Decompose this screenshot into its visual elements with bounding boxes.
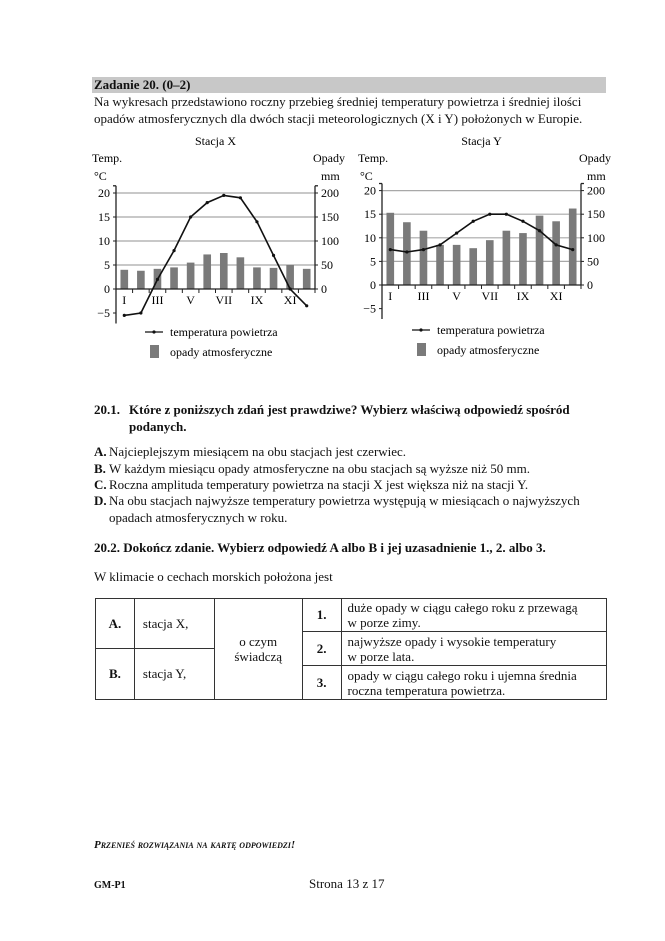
precip-bar — [469, 248, 477, 285]
reason-2-number[interactable]: 2. — [302, 632, 341, 666]
precip-bar — [170, 267, 178, 289]
legend-temp-label: temperatura powietrza — [170, 325, 278, 339]
month-label: IX — [250, 293, 264, 307]
precip-bar — [503, 231, 511, 285]
q1-option-a[interactable]: A. Najcieplejszym miesiącem na obu stacjach jest czerwiec. — [94, 444, 407, 459]
precip-bar — [552, 221, 560, 285]
month-label: VII — [481, 289, 499, 303]
temp-tick-label: −5 — [97, 306, 110, 320]
q1-number: 20.1. — [94, 402, 120, 417]
choice-a-letter[interactable]: A. — [96, 599, 135, 649]
reason-1-number[interactable]: 1. — [302, 599, 341, 632]
temp-tick-label: 5 — [370, 254, 376, 269]
q2-stem: W klimacie o cechach morskich położona jest — [94, 569, 333, 584]
transfer-answers-note: Przenieś rozwiązania na kartę odpowiedzi! — [94, 839, 296, 851]
temperature-line — [390, 214, 572, 252]
temp-unit: °C — [360, 169, 373, 183]
precip-bar — [403, 222, 411, 285]
precip-unit: mm — [587, 169, 606, 183]
q1-title: 20.1. Które z poniższych zdań jest prawdziwe? Wybierz właściwą odpowiedź spośród podanych. — [94, 402, 570, 434]
precip-tick-label: 150 — [587, 207, 605, 222]
legend-temp-label: temperatura powietrza — [437, 323, 545, 337]
legend-precip-label: opady atmosferyczne — [170, 345, 273, 359]
task-header: Zadanie 20. (0–2) — [92, 77, 606, 93]
precip-bar — [453, 245, 461, 285]
month-label: XI — [283, 293, 297, 307]
choice-a-text[interactable]: stacja X, — [134, 599, 214, 649]
temp-tick-label: 10 — [364, 230, 376, 245]
precip-bar — [303, 269, 311, 289]
temp-tick-label: 0 — [370, 278, 376, 292]
month-label: I — [388, 289, 393, 303]
precip-bar — [137, 271, 145, 289]
precip-tick-label: 150 — [321, 210, 339, 224]
precip-bar — [569, 209, 577, 285]
precip-bar — [187, 263, 195, 289]
connector-cell: o czym świadczą — [214, 599, 302, 700]
legend-precip-icon — [150, 345, 159, 358]
precip-bar — [519, 233, 527, 285]
reason-3-text[interactable]: opady w ciągu całego roku i ujemna średnia roczna temperatura powietrza. — [341, 666, 606, 700]
exam-code: GM-P1 — [94, 880, 126, 891]
precip-bar — [536, 216, 544, 285]
q1-option-c[interactable]: C. Roczna amplituda temperatury powietrza na stacji X jest większa niż na stacji Y. — [94, 477, 529, 492]
chart-title: Stacja X — [195, 134, 236, 148]
temp-tick-label: 20 — [98, 186, 110, 200]
precip-bar — [253, 267, 261, 289]
precip-tick-label: 200 — [321, 186, 339, 200]
temp-unit: °C — [94, 169, 107, 183]
precip-bar — [486, 240, 494, 285]
month-label: VII — [215, 293, 233, 307]
precip-tick-label: 0 — [321, 282, 327, 296]
q1-option-b[interactable]: B. W każdym miesiącu opady atmosferyczne na obu stacjach są wyższe niż 50 mm. — [94, 461, 531, 476]
precip-tick-label: 100 — [587, 230, 605, 245]
page-number: Strona 13 z 17 — [309, 876, 385, 891]
chart-station-y — [355, 130, 617, 370]
q2-title: 20.2. Dokończ zdanie. Wybierz odpowiedź A albo B i jej uzasadnienie 1., 2. albo 3. — [94, 540, 546, 555]
q1-option-d[interactable]: D. Na obu stacjach najwyższe temperatury powietrza występują w miesiącach o najwyższych opadach atmosferycznych w roku. — [94, 493, 580, 525]
chart-station-x — [88, 130, 350, 370]
choice-b-text[interactable]: stacja Y, — [134, 649, 214, 700]
temp-tick-label: 10 — [98, 234, 110, 248]
month-label: I — [122, 293, 127, 307]
chart-title: Stacja Y — [461, 134, 502, 148]
precip-bar — [220, 253, 228, 289]
month-label: V — [452, 289, 461, 303]
precip-bar — [436, 245, 444, 285]
temp-tick-label: 20 — [364, 183, 376, 198]
temp-tick-label: −5 — [363, 301, 376, 316]
precip-bar — [237, 257, 245, 289]
precip-bar — [120, 270, 128, 289]
month-label: XI — [549, 289, 563, 303]
precip-bar — [420, 231, 428, 285]
task-intro: Na wykresach przedstawiono roczny przebieg średniej temperatury powietrza i średniej ilości opadów atmosferycznych dla dwóch stacji meteorologicznych (X i Y) położonych w Europie. — [94, 94, 583, 126]
precip-axis-label: Opady — [313, 151, 345, 165]
temp-tick-label: 15 — [98, 210, 110, 224]
reason-1-text[interactable]: duże opady w ciągu całego roku z przewagą w porze zimy. — [341, 599, 606, 632]
precip-tick-label: 0 — [587, 278, 593, 292]
precip-tick-label: 200 — [587, 183, 605, 198]
reason-2-text[interactable]: najwyższe opady i wysokie temperatury w porze lata. — [341, 632, 606, 666]
month-label: III — [417, 289, 430, 303]
choice-b-letter[interactable]: B. — [96, 649, 135, 700]
precip-tick-label: 100 — [321, 234, 339, 248]
month-label: III — [151, 293, 164, 307]
precip-bar — [270, 268, 278, 289]
legend-precip-icon — [417, 343, 426, 356]
precip-bar — [203, 254, 211, 289]
temp-tick-label: 0 — [104, 282, 110, 296]
temp-axis-label: Temp. — [92, 151, 123, 165]
legend-precip-label: opady atmosferyczne — [437, 343, 540, 357]
month-label: IX — [516, 289, 530, 303]
temp-tick-label: 5 — [104, 258, 110, 272]
temp-axis-label: Temp. — [358, 151, 389, 165]
q2-answer-table — [95, 598, 607, 700]
precip-tick-label: 50 — [321, 258, 333, 272]
month-label: V — [186, 293, 195, 307]
precip-tick-label: 50 — [587, 254, 599, 269]
precip-axis-label: Opady — [579, 151, 611, 165]
precip-unit: mm — [321, 169, 340, 183]
reason-3-number[interactable]: 3. — [302, 666, 341, 700]
temp-tick-label: 15 — [364, 207, 376, 222]
